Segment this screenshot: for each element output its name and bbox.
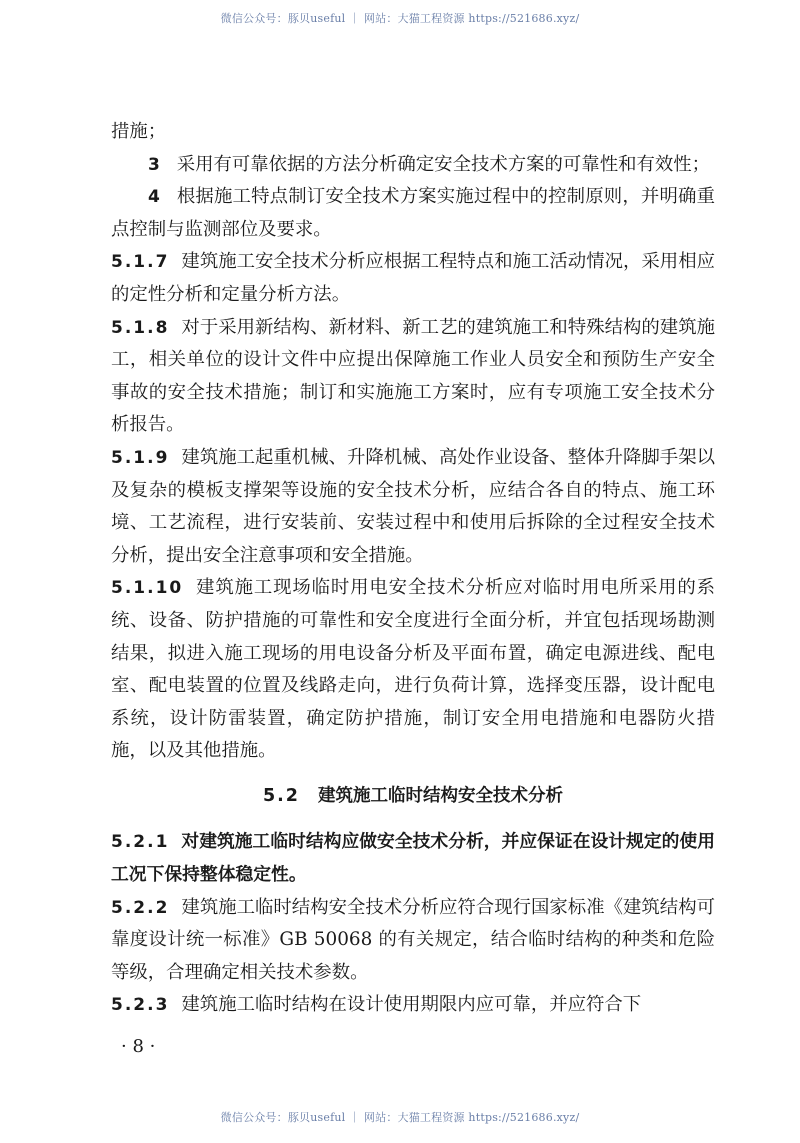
clause-number: 5.1.7 xyxy=(111,252,170,273)
list-item-3 xyxy=(111,149,715,182)
clause-number: 5.2.2 xyxy=(111,897,170,918)
list-item-4 xyxy=(111,181,715,246)
section-heading xyxy=(111,780,715,813)
list-item-number: 4 xyxy=(148,187,161,208)
watermark-bottom: 微信公众号：豚贝useful ｜ 网站：大猫工程资源 https://521686.xyz/ xyxy=(220,1111,580,1124)
clause-text: 对于采用新结构、新材料、新工艺的建筑施工和特殊结构的建筑施工，相关单位的设计文件中应提出保障施工作业人员安全和预防生产安全事故的安全技术措施；制订和实施施工方案时，应有专项施工安全技术分析报告。 xyxy=(111,316,715,436)
clause-number: 5.2.3 xyxy=(111,995,170,1016)
clause-text: 建筑施工临时结构在设计使用期限内应可靠，并应符合下 xyxy=(181,994,642,1016)
list-item-number: 3 xyxy=(148,154,161,175)
clause-5-2-3 xyxy=(111,989,715,1022)
clause-number: 5.1.9 xyxy=(111,447,170,468)
clause-text: 对建筑施工临时结构应做安全技术分析，并应保证在设计规定的使用工况下保持整体稳定性。 xyxy=(111,831,715,886)
clause-text: 建筑施工起重机械、升降机械、高处作业设备、整体升降脚手架以及复杂的模板支撑架等设施的安全技术分析，应结合各自的特点、施工环境、工艺流程，进行安装前、安装过程中和使用后拆除的全过程安全技术分析，提出安全注意事项和安全措施。 xyxy=(111,446,715,566)
clause-5-2-2 xyxy=(111,892,715,990)
clause-text: 建筑施工现场临时用电安全技术分析应对临时用电所采用的系统、设备、防护措施的可靠性和安全度进行全面分析，并宜包括现场勘测结果，拟进入施工现场的用电设备分析及平面布置，确定电源进线、配电室、配电装置的位置及线路走向，进行负荷计算，选择变压器，设计配电系统，设计防雷装置，确定防护措施，制订安全用电措施和电器防火措施，以及其他措施。 xyxy=(111,577,715,762)
list-item-text: 根据施工特点制订安全技术方案实施过程中的控制原则，并明确重点控制与监测部位及要求。 xyxy=(111,186,715,240)
list-item-text: 采用有可靠依据的方法分析确定安全技术方案的可靠性和有效性； xyxy=(176,153,711,175)
section-title: 建筑施工临时结构安全技术分析 xyxy=(318,785,563,806)
clause-5-1-9 xyxy=(111,442,715,572)
document-body xyxy=(111,116,715,1022)
page-number: · 8 · xyxy=(121,1036,156,1057)
clause-5-1-7 xyxy=(111,246,715,311)
clause-number: 5.1.10 xyxy=(111,578,184,599)
clause-text: 建筑施工安全技术分析应根据工程特点和施工活动情况，采用相应的定性分析和定量分析方法。 xyxy=(111,251,715,305)
section-number: 5.2 xyxy=(262,785,300,806)
clause-number: 5.2.1 xyxy=(111,832,170,853)
clause-number: 5.1.8 xyxy=(111,317,170,338)
clause-text: 建筑施工临时结构安全技术分析应符合现行国家标准《建筑结构可靠度设计统一标准》GB 50068 的有关规定，结合临时结构的种类和危险等级，合理确定相关技术参数。 xyxy=(111,896,715,983)
clause-5-1-8 xyxy=(111,312,715,442)
clause-5-2-1 xyxy=(111,826,715,891)
clause-5-1-10 xyxy=(111,572,715,768)
watermark-top: 微信公众号：豚贝useful ｜ 网站：大猫工程资源 https://521686.xyz/ xyxy=(220,12,580,25)
paragraph-continuation: 措施； xyxy=(111,121,167,142)
